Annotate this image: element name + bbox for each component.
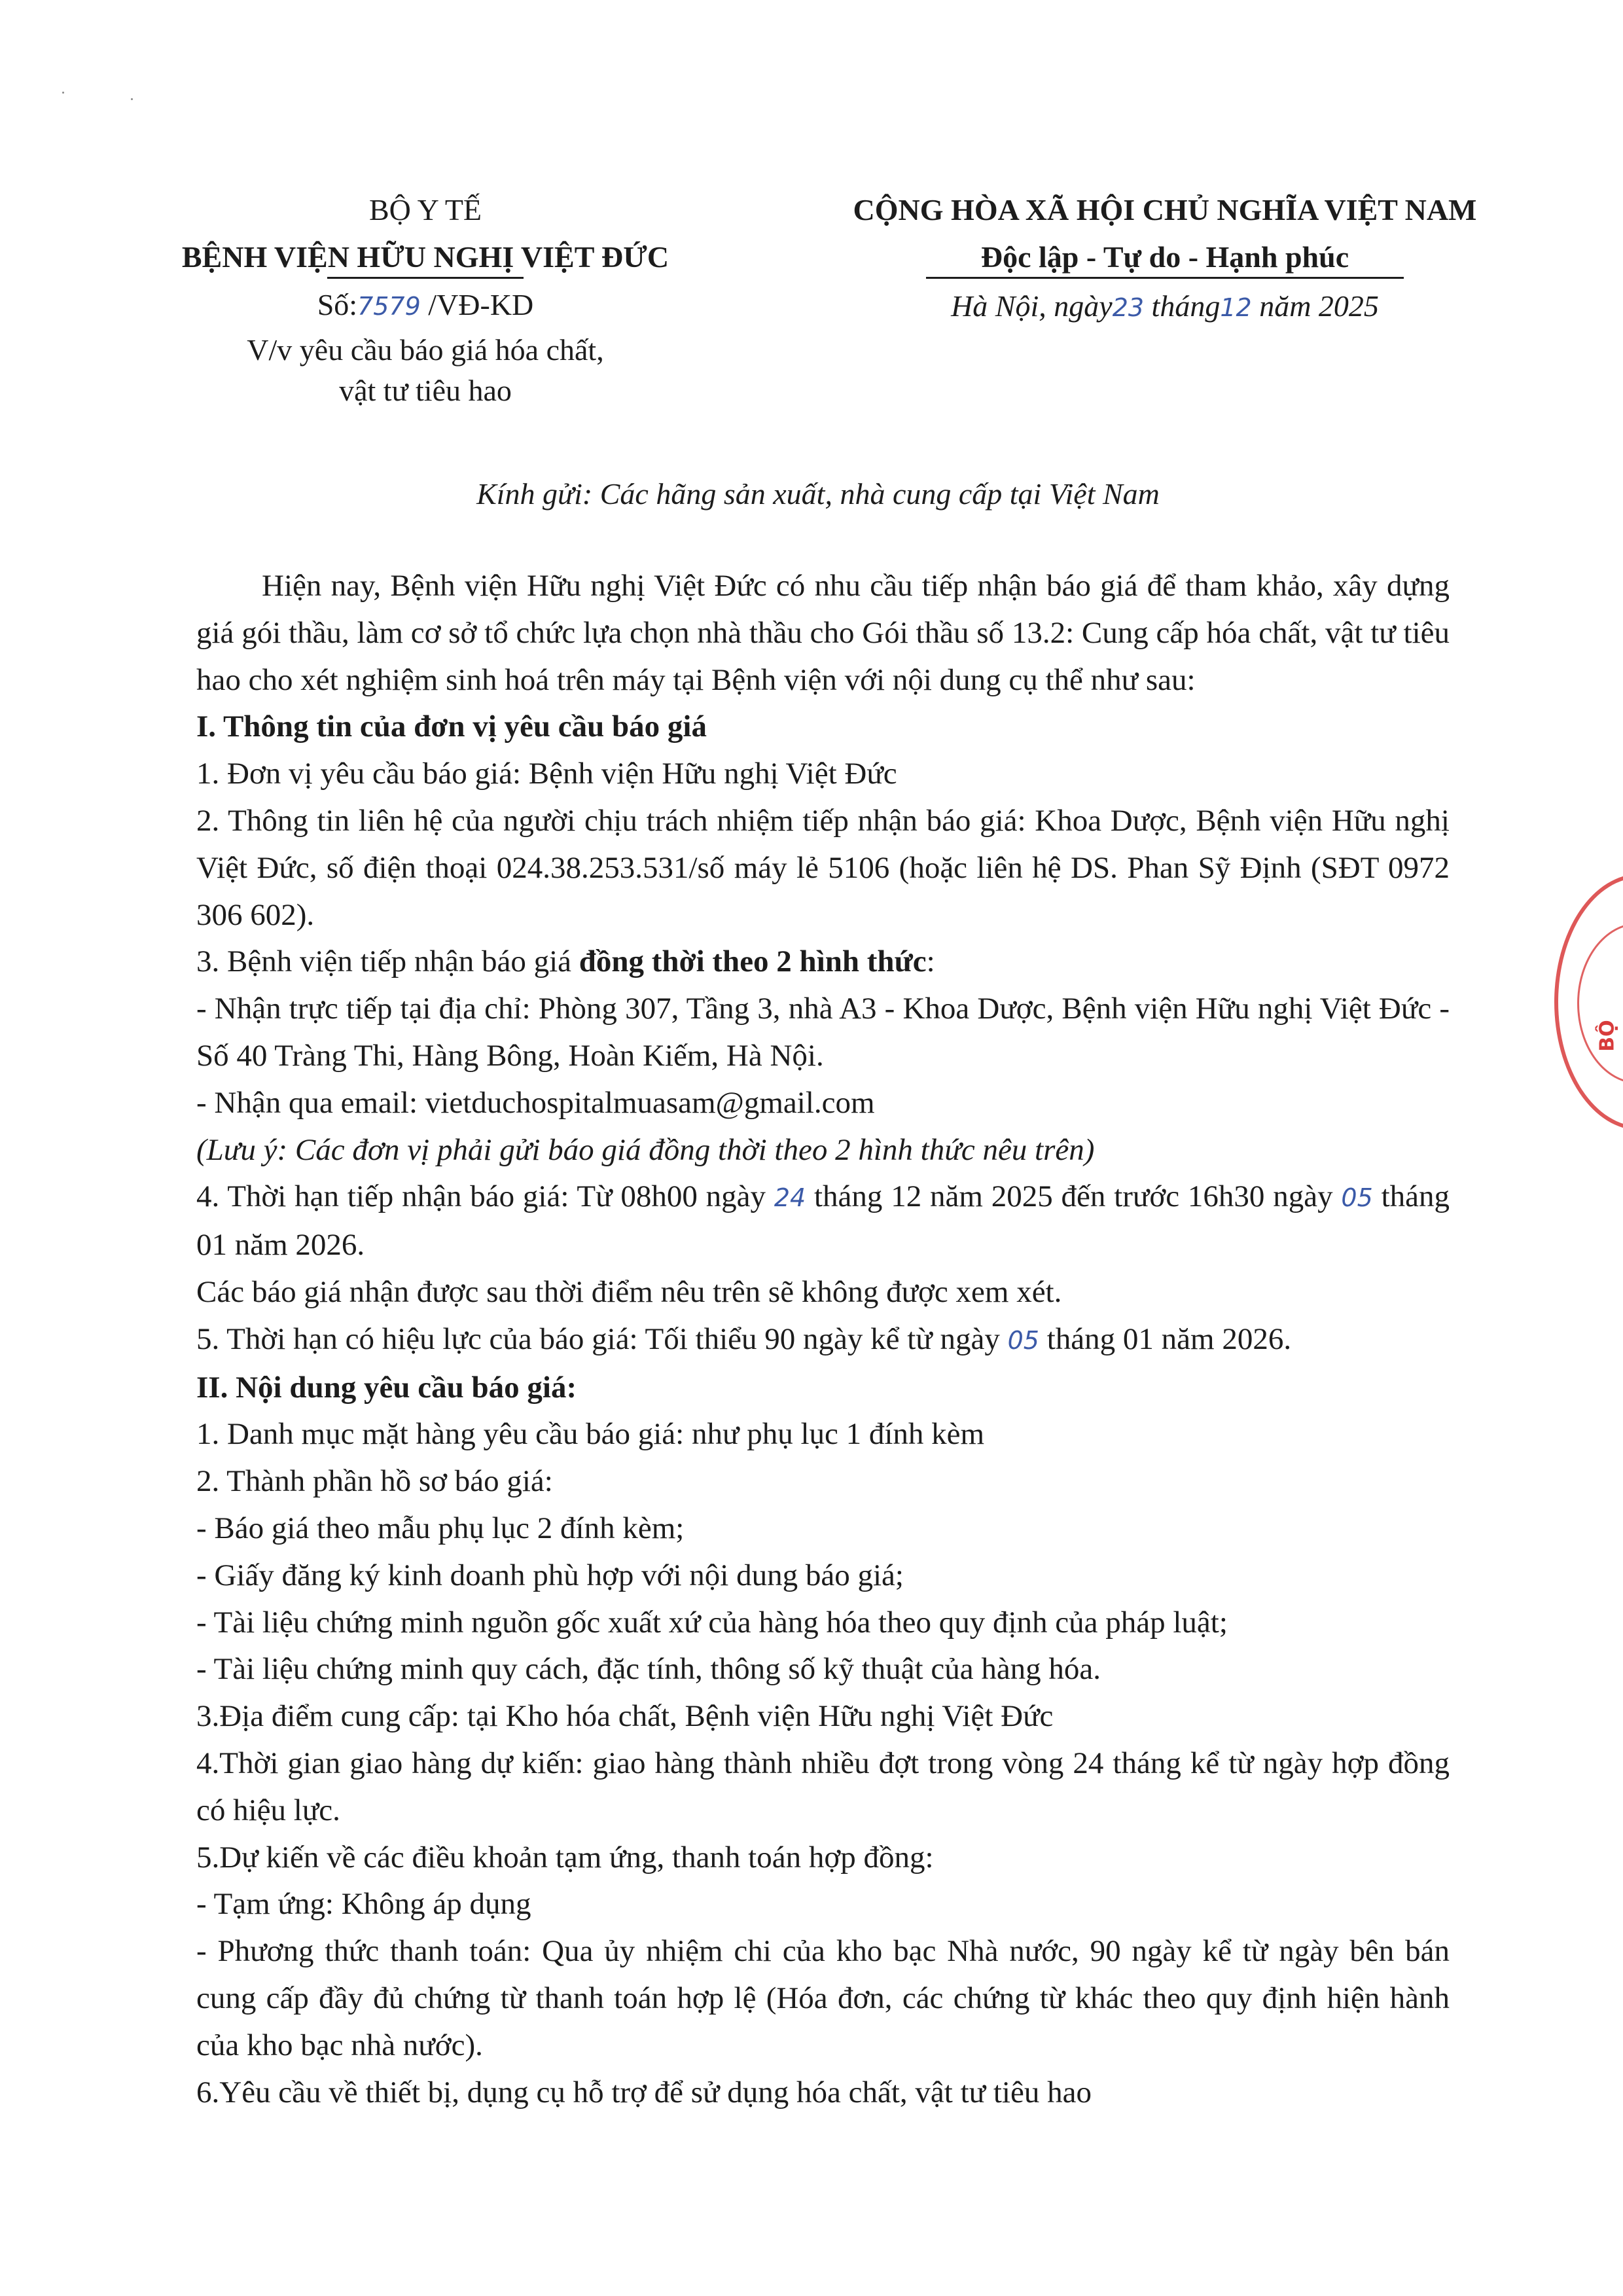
item3-prefix: 3. Bệnh viện tiếp nhận báo giá xyxy=(196,944,579,979)
section-2-item-2: 2. Thành phần hồ sơ báo giá: xyxy=(196,1464,553,1499)
subject-line-2: vật tư tiêu hao xyxy=(339,374,512,407)
handwritten-day-05b: 05 xyxy=(1007,1325,1039,1355)
item4-text-a: 4. Thời hạn tiếp nhận báo giá: Từ 08h00 ngày xyxy=(196,1179,774,1214)
intro-paragraph: Hiện nay, Bệnh viện Hữu nghị Việt Đức có nhu cầu tiếp nhận báo giá để tham khảo, xây dựng giá gói thầu, làm cơ sở tổ chức lựa chọn nhà thầu cho Gói thầu số 13.2: Cung cấp hóa chất, vật tư tiêu hao cho xét nghiệm sinh hoá trên máy tại Bệnh viện với nội dung cụ thể như sau: xyxy=(196,569,1450,697)
scan-speck xyxy=(131,98,133,100)
header-right xyxy=(792,187,1538,331)
date-line xyxy=(792,283,1538,331)
item5-text-b: tháng 01 năm 2026. xyxy=(1039,1321,1292,1356)
item3-bold: đồng thời theo 2 hình thức xyxy=(579,944,927,979)
handwritten-day-24: 24 xyxy=(774,1183,806,1213)
handwritten-day-05: 05 xyxy=(1341,1183,1373,1213)
item3-suffix: : xyxy=(926,944,935,979)
handwritten-number: 7579 xyxy=(357,292,421,321)
document-number xyxy=(111,281,740,330)
section-1-note: (Lưu ý: Các đơn vị phải gửi báo giá đồng thời theo 2 hình thức nêu trên) xyxy=(196,1132,1095,1167)
section-2-item-2b: - Giấy đăng ký kinh doanh phù hợp với nội dung báo giá; xyxy=(196,1558,904,1592)
ministry-name: BỘ Y TẾ xyxy=(368,193,482,226)
date-prefix: Hà Nội, ngày xyxy=(951,289,1113,323)
item4-text-c: tháng 01 năm 2026. xyxy=(196,1179,1450,1263)
section-2-item-5b: - Phương thức thanh toán: Qua ủy nhiệm chi của kho bạc Nhà nước, 90 ngày kể từ ngày bên bán cung cấp đầy đủ chứng từ thanh toán hợp lệ (Hóa đơn, các chứng từ khác theo quy định hiện hành của kho bạc nhà nước). xyxy=(196,1934,1450,2062)
section-1-item-3 xyxy=(196,939,1450,986)
hospital-name: BỆNH VIỆN HỮU NGHỊ VIỆT ĐỨC xyxy=(181,240,669,274)
number-prefix: Số: xyxy=(317,288,358,321)
section-1-item-3a: - Nhận trực tiếp tại địa chỉ: Phòng 307, Tầng 3, nhà A3 - Khoa Dược, Bệnh viện Hữu nghị Việt Đức - Số 40 Tràng Thi, Hàng Bông, Hoàn Kiếm, Hà Nội. xyxy=(196,992,1450,1073)
section-1-item-4 xyxy=(196,1174,1450,1269)
section-2-item-3: 3.Địa điểm cung cấp: tại Kho hóa chất, Bệnh viện Hữu nghị Việt Đức xyxy=(196,1699,1054,1734)
scan-speck xyxy=(62,92,64,94)
section-1-title: I. Thông tin của đơn vị yêu cầu báo giá xyxy=(196,709,707,744)
motto: Độc lập - Tự do - Hạnh phúc xyxy=(980,240,1349,274)
country-name: CỘNG HÒA XÃ HỘI CHỦ NGHĨA VIỆT NAM xyxy=(853,193,1477,226)
section-2-item-4: 4.Thời gian giao hàng dự kiến: giao hàng thành nhiều đợt trong vòng 24 tháng kể từ ngày hợp đồng có hiệu lực. xyxy=(196,1746,1450,1827)
greeting: Kính gửi: Các hãng sản xuất, nhà cung cấp tại Việt Nam xyxy=(476,477,1160,511)
subject-line-1: V/v yêu cầu báo giá hóa chất, xyxy=(247,333,604,367)
section-2-title: II. Nội dung yêu cầu báo giá: xyxy=(196,1370,577,1405)
section-2-item-2a: - Báo giá theo mẫu phụ lục 2 đính kèm; xyxy=(196,1511,685,1545)
section-1-item-3b: - Nhận qua email: vietduchospitalmuasam@gmail.com xyxy=(196,1085,875,1120)
header-left xyxy=(111,187,740,411)
date-mid: tháng xyxy=(1151,289,1221,323)
section-2-item-5: 5.Dự kiến về các điều khoản tạm ứng, thanh toán hợp đồng: xyxy=(196,1840,934,1874)
section-2-item-5a: - Tạm ứng: Không áp dụng xyxy=(196,1887,531,1922)
handwritten-month: 12 xyxy=(1220,293,1252,322)
section-1-item-5 xyxy=(196,1316,1450,1365)
section-1-item-2: 2. Thông tin liên hệ của người chịu trách nhiệm tiếp nhận báo giá: Khoa Dược, Bệnh viện Hữu nghị Việt Đức, số điện thoại 024.38.253.531/số máy lẻ 5106 (hoặc liên hệ DS. Phan Sỹ Định (SĐT 0972 306 602). xyxy=(196,803,1450,932)
section-2-item-1: 1. Danh mục mặt hàng yêu cầu báo giá: như phụ lục 1 đính kèm xyxy=(196,1417,985,1452)
section-2-item-6: 6.Yêu cầu về thiết bị, dụng cụ hỗ trợ để sử dụng hóa chất, vật tư tiêu hao xyxy=(196,2075,1092,2109)
section-1-item-1: 1. Đơn vị yêu cầu báo giá: Bệnh viện Hữu nghị Việt Đức xyxy=(196,757,897,791)
section-2-item-2c: - Tài liệu chứng minh nguồn gốc xuất xứ của hàng hóa theo quy định của pháp luật; xyxy=(196,1605,1228,1640)
item4-text-b: tháng 12 năm 2025 đến trước 16h30 ngày xyxy=(806,1179,1342,1214)
item5-text-a: 5. Thời hạn có hiệu lực của báo giá: Tối thiểu 90 ngày kể từ ngày xyxy=(196,1321,1008,1356)
number-suffix: /VĐ-KD xyxy=(428,288,534,321)
handwritten-day: 23 xyxy=(1112,293,1145,322)
date-suffix: năm 2025 xyxy=(1259,289,1379,323)
letter-body xyxy=(196,563,1450,2116)
section-1-item-4-note: Các báo giá nhận được sau thời điểm nêu trên sẽ không được xem xét. xyxy=(196,1274,1062,1309)
stamp-text: BỘ xyxy=(1596,1020,1619,1052)
section-2-item-2d: - Tài liệu chứng minh quy cách, đặc tính, thông số kỹ thuật của hàng hóa. xyxy=(196,1652,1101,1687)
